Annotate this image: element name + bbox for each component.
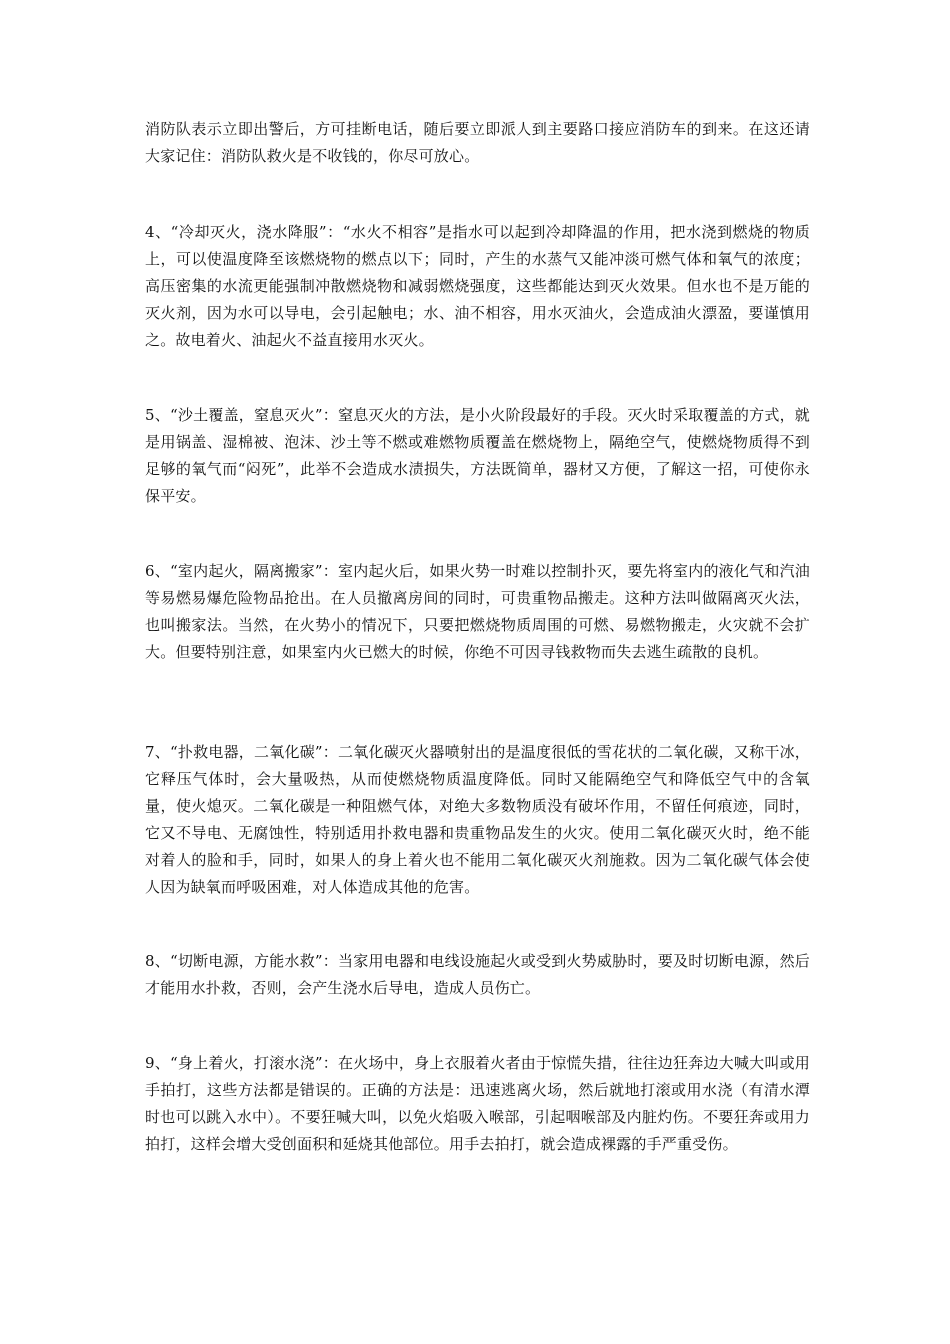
paragraph-co2-electrical: 7、“扑救电器，二氧化碳”：二氧化碳灭火器喷射出的是温度很低的雪花状的二氧化碳，又称干冰，它释压气体时，会大量吸热，从而使燃烧物质温度降低。同时又能隔绝空气和降低空气中的含氧量，使火熄灭。二氧化碳是一种阻燃气体，对绝大多数物质没有破坏作用，不留任何痕迹，同时，它又不导电、无腐蚀性，特别适用扑救电器和贵重物品发生的火灾。使用二氧化碳灭火时，绝不能对着人的脸和手，同时，如果人的身上着火也不能用二氧化碳灭火剂施救。因为二氧化碳气体会使人因为缺氧而呼吸困难，对人体造成其他的危害。 bbox=[145, 743, 810, 896]
paragraph-smothering-sand: 5、“沙土覆盖，窒息灭火”：窒息灭火的方法，是小火阶段最好的手段。灭火时采取覆盖的方式，就是用锅盖、湿棉被、泡沫、沙土等不燃或难燃物质覆盖在燃烧物上，隔绝空气，使燃烧物质得不到足够的氧气而“闷死”，此举不会造成水渍损失，方法既简单，器材又方便，了解这一招，可使你永保平安。 bbox=[145, 406, 810, 505]
paragraph-clothes-on-fire: 9、“身上着火，打滚水浇”：在火场中，身上衣服着火者由于惊慌失措，往往边狂奔边大喊大叫或用手拍打，这些方法都是错误的。正确的方法是：迅速逃离火场，然后就地打滚或用水浇（有清水潭时也可以跳入水中）。不要狂喊大叫，以免火焰吸入喉部，引起咽喉部及内脏灼伤。不要狂奔或用力拍打，这样会增大受创面积和延烧其他部位。用手去拍打，就会造成裸露的手严重受伤。 bbox=[145, 1054, 810, 1153]
paragraph-isolation-moving: 6、“室内起火，隔离搬家”：室内起火后，如果火势一时难以控制扑灭，要先将室内的液化气和汽油等易燃易爆危险物品抢出。在人员撤离房间的同时，可贵重物品搬走。这种方法叫做隔离灭火法，也叫搬家法。当然，在火势小的情况下，只要把燃烧物质周围的可燃、易燃物搬走，火灾就不会扩大。但要特别注意，如果室内火已燃大的时候，你绝不可因寻钱救物而失去逃生疏散的良机。 bbox=[145, 562, 810, 661]
paragraph-call-fire-department: 消防队表示立即出警后，方可挂断电话，随后要立即派人到主要路口接应消防车的到来。在这还请大家记住：消防队救火是不收钱的，你尽可放心。 bbox=[145, 120, 810, 165]
paragraph-cooling-water: 4、“冷却灭火，浇水降服”：“水火不相容”是指水可以起到冷却降温的作用，把水浇到燃烧的物质上，可以使温度降至该燃烧物的燃点以下；同时，产生的水蒸气又能冲淡可燃气体和氧气的浓度；高压密集的水流更能强制冲散燃烧物和减弱燃烧强度，这些都能达到灭火效果。但水也不是万能的灭火剂，因为水可以导电，会引起触电；水、油不相容，用水灭油火，会造成油火漂盈，要谨慎用之。故电着火、油起火不益直接用水灭火。 bbox=[145, 223, 810, 349]
paragraph-cut-power: 8、“切断电源，方能水救”：当家用电器和电线设施起火或受到火势威胁时，要及时切断电源，然后才能用水扑救，否则，会产生浇水后导电，造成人员伤亡。 bbox=[145, 952, 810, 997]
